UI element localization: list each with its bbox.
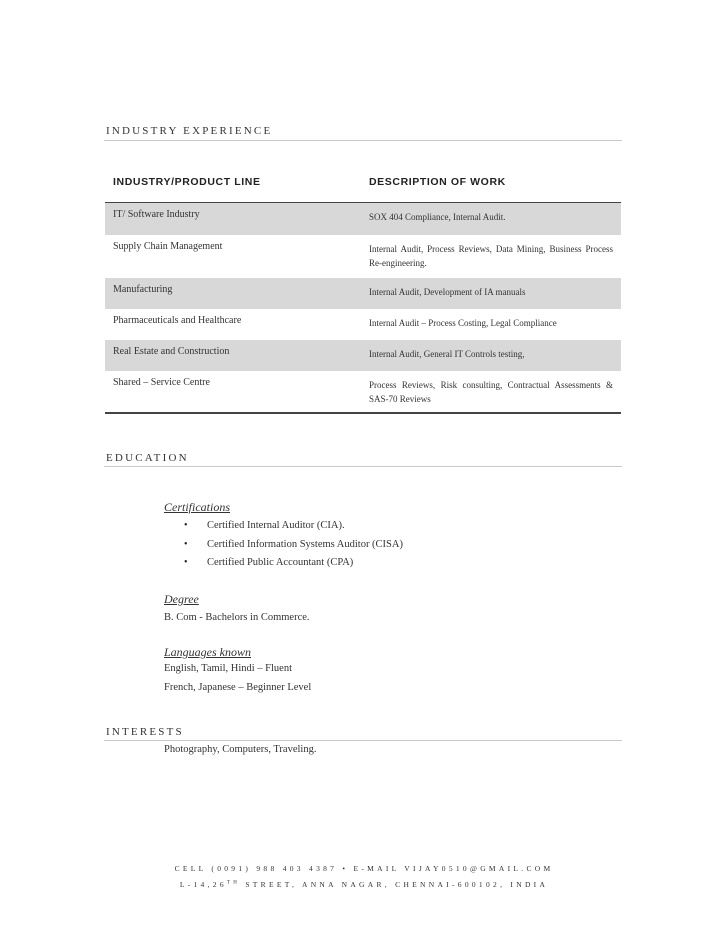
row-description: SOX 404 Compliance, Internal Audit. [369,212,506,222]
industry-rule [104,140,622,141]
bullet: • [184,557,188,568]
footer-address [0,880,728,889]
row-description: Internal Audit, Development of IA manuals [369,287,526,297]
certification-item: Certified Information Systems Auditor (CISA) [207,539,403,550]
languages-heading: Languages known [164,645,251,659]
table-row [105,278,621,309]
certification-item: Certified Public Accountant (CPA) [207,557,354,568]
row-description: Internal Audit, General IT Controls testing, [369,349,525,359]
bullet: • [184,520,188,531]
language-item: English, Tamil, Hindi – Fluent [164,663,292,674]
row-description: Process Reviews, Risk consulting, Contractual Assessments & SAS-70 Reviews [369,380,613,404]
interests-title: INTERESTS [106,726,184,738]
row-description: Internal Audit – Process Costing, Legal Compliance [369,318,557,328]
interests-rule [104,740,622,741]
certification-item: Certified Internal Auditor (CIA). [207,520,345,531]
address-pre: L-14,26 [179,880,227,889]
row-industry: Shared – Service Centre [113,377,210,388]
industry-experience-title: INDUSTRY EXPERIENCE [106,125,273,137]
header-industry: INDUSTRY/PRODUCT LINE [113,176,261,188]
table-row [105,371,621,412]
table-row [105,309,621,340]
bullet: • [184,539,188,550]
row-description: Internal Audit, Process Reviews, Data Mining, Business Process Re-engineering. [369,244,613,268]
table-row [105,235,621,278]
table-row [105,203,621,235]
row-industry: Manufacturing [113,284,173,295]
row-industry: Pharmaceuticals and Healthcare [113,315,242,326]
industry-table [105,165,621,414]
address-post: STREET, ANNA NAGAR, CHENNAI-600102, INDIA [240,880,549,889]
education-title: EDUCATION [106,452,189,464]
degree-heading: Degree [164,592,199,606]
row-industry: Real Estate and Construction [113,346,230,357]
table-bottom-line [105,412,621,414]
interests-text: Photography, Computers, Traveling. [164,744,317,755]
row-industry: IT/ Software Industry [113,209,200,220]
address-sup: TH [226,880,241,886]
table-header [105,165,621,203]
footer-contact: CELL (0091) 988 403 4387 • E-MAIL VIJAY0510@GMAIL.COM [174,864,554,873]
certifications-heading: Certifications [164,500,230,514]
row-industry: Supply Chain Management [113,241,223,252]
language-item: French, Japanese – Beginner Level [164,682,312,693]
header-description: DESCRIPTION OF WORK [369,176,506,188]
degree-text: B. Com - Bachelors in Commerce. [164,612,310,623]
education-rule [104,466,622,467]
table-row [105,340,621,371]
